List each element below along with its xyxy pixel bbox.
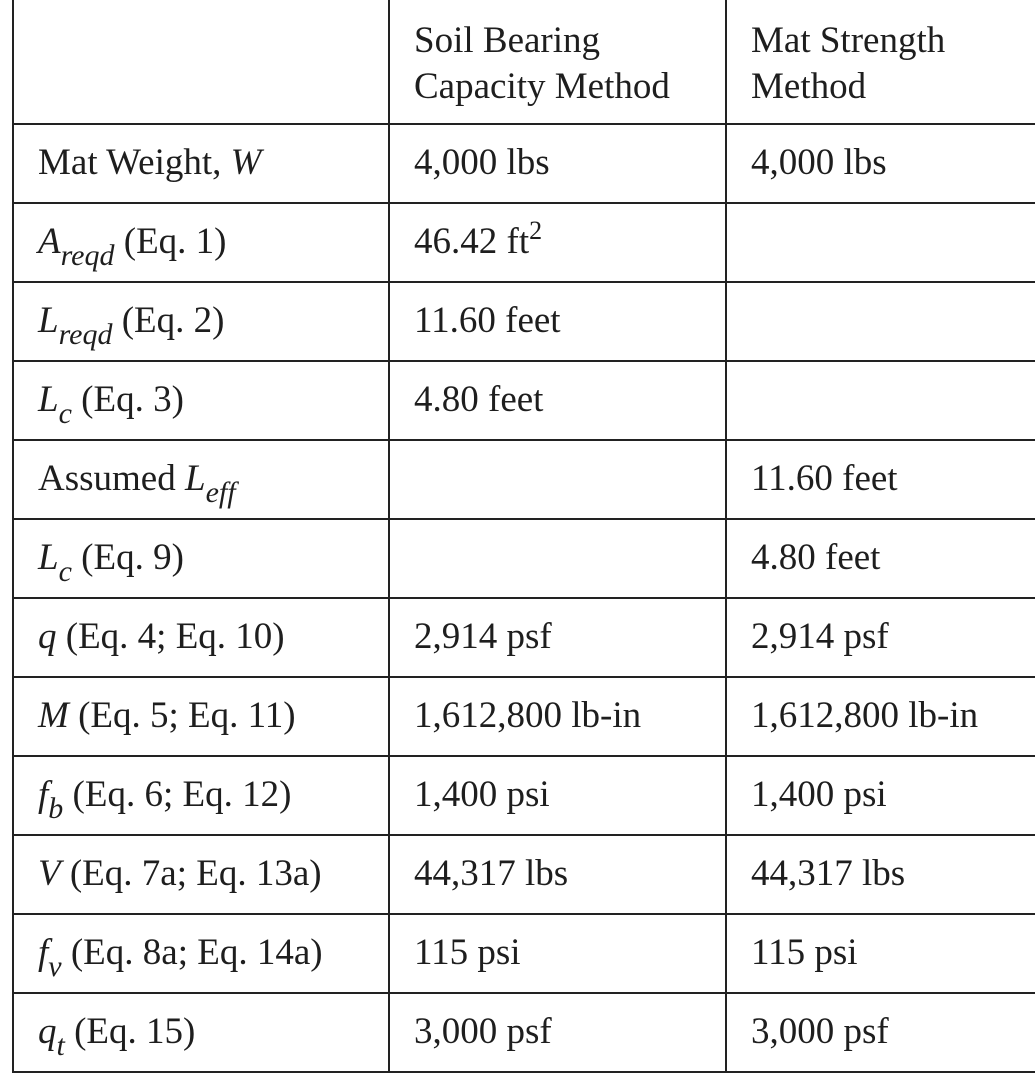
label-symbol: f: [38, 774, 49, 815]
mat-method-value: 3,000 psf: [726, 993, 1035, 1072]
table-row: [13, 203, 1035, 282]
soil-value-superscript: 2: [529, 216, 543, 245]
results-table: [12, 0, 1035, 1073]
label-subscript: c: [58, 397, 72, 430]
row-label: [13, 203, 389, 282]
table-row: [13, 519, 1035, 598]
row-label: [13, 756, 389, 835]
label-symbol: M: [38, 695, 69, 736]
mat-method-value: [726, 282, 1035, 361]
soil-method-value: 3,000 psf: [389, 993, 726, 1072]
label-symbol: f: [38, 932, 49, 973]
label-symbol: L: [38, 537, 59, 578]
label-symbol: q: [38, 1011, 57, 1052]
table-row: [13, 361, 1035, 440]
label-symbol: q: [38, 616, 57, 657]
mat-method-value: 4,000 lbs: [726, 124, 1035, 203]
table-row: [13, 914, 1035, 993]
label-prefix: Mat Weight,: [38, 142, 231, 183]
soil-method-value: 4,000 lbs: [389, 124, 726, 203]
mat-method-value: 115 psi: [726, 914, 1035, 993]
table-row: [13, 282, 1035, 361]
table-header-row: [13, 0, 1035, 124]
row-label: [13, 677, 389, 756]
label-subscript: v: [48, 950, 62, 983]
row-label: [13, 835, 389, 914]
row-label: [13, 519, 389, 598]
row-label: [13, 124, 389, 203]
label-equation: (Eq. 3): [71, 379, 184, 420]
soil-method-value: 2,914 psf: [389, 598, 726, 677]
label-equation: (Eq. 7a; Eq. 13a): [60, 853, 322, 894]
soil-method-value: 4.80 feet: [389, 361, 726, 440]
mat-method-value: 1,400 psi: [726, 756, 1035, 835]
row-label: [13, 914, 389, 993]
table-row: [13, 677, 1035, 756]
mat-method-value: [726, 203, 1035, 282]
table-row: [13, 598, 1035, 677]
table-row: [13, 835, 1035, 914]
label-equation: (Eq. 9): [71, 537, 184, 578]
label-equation: (Eq. 6; Eq. 12): [63, 774, 292, 815]
row-label: [13, 598, 389, 677]
label-subscript: reqd: [60, 239, 115, 272]
mat-method-value: 11.60 feet: [726, 440, 1035, 519]
label-subscript: c: [58, 555, 72, 588]
soil-method-value: [389, 440, 726, 519]
row-label: [13, 993, 389, 1072]
label-subscript: eff: [205, 476, 236, 509]
label-equation: (Eq. 5; Eq. 11): [68, 695, 296, 736]
soil-method-value: 1,400 psi: [389, 756, 726, 835]
label-symbol: W: [230, 142, 262, 183]
mat-method-value: 1,612,800 lb-in: [726, 677, 1035, 756]
table-row: [13, 124, 1035, 203]
soil-method-value: 115 psi: [389, 914, 726, 993]
label-equation: (Eq. 4; Eq. 10): [56, 616, 285, 657]
label-symbol: V: [38, 853, 61, 894]
label-symbol: A: [38, 221, 61, 262]
label-equation: (Eq. 2): [112, 300, 225, 341]
label-symbol: L: [38, 300, 59, 341]
mat-method-value: [726, 361, 1035, 440]
label-equation: (Eq. 8a; Eq. 14a): [61, 932, 323, 973]
table-row: [13, 440, 1035, 519]
label-symbol: L: [38, 379, 59, 420]
row-label: [13, 440, 389, 519]
label-symbol: L: [184, 458, 206, 499]
mat-method-value: 4.80 feet: [726, 519, 1035, 598]
mat-method-value: 2,914 psf: [726, 598, 1035, 677]
label-subscript: b: [48, 792, 64, 825]
soil-method-value: 1,612,800 lb-in: [389, 677, 726, 756]
label-equation: (Eq. 1): [114, 221, 227, 262]
mat-method-value: 44,317 lbs: [726, 835, 1035, 914]
label-prefix: Assumed: [38, 458, 185, 499]
row-label: [13, 282, 389, 361]
soil-method-value: 44,317 lbs: [389, 835, 726, 914]
table-row: [13, 993, 1035, 1072]
soil-value-text: 46.42 ft: [414, 221, 530, 262]
label-equation: (Eq. 15): [64, 1011, 196, 1052]
header-blank-cell: [13, 0, 389, 124]
label-subscript: t: [56, 1029, 65, 1062]
table-row: [13, 756, 1035, 835]
header-mat-strength-method: Mat Strength Method: [726, 0, 1035, 124]
header-soil-bearing-capacity-method: Soil Bearing Capacity Method: [389, 0, 726, 124]
soil-method-value: 11.60 feet: [389, 282, 726, 361]
label-subscript: reqd: [58, 318, 113, 351]
soil-method-value: [389, 519, 726, 598]
soil-method-value: [389, 203, 726, 282]
row-label: [13, 361, 389, 440]
